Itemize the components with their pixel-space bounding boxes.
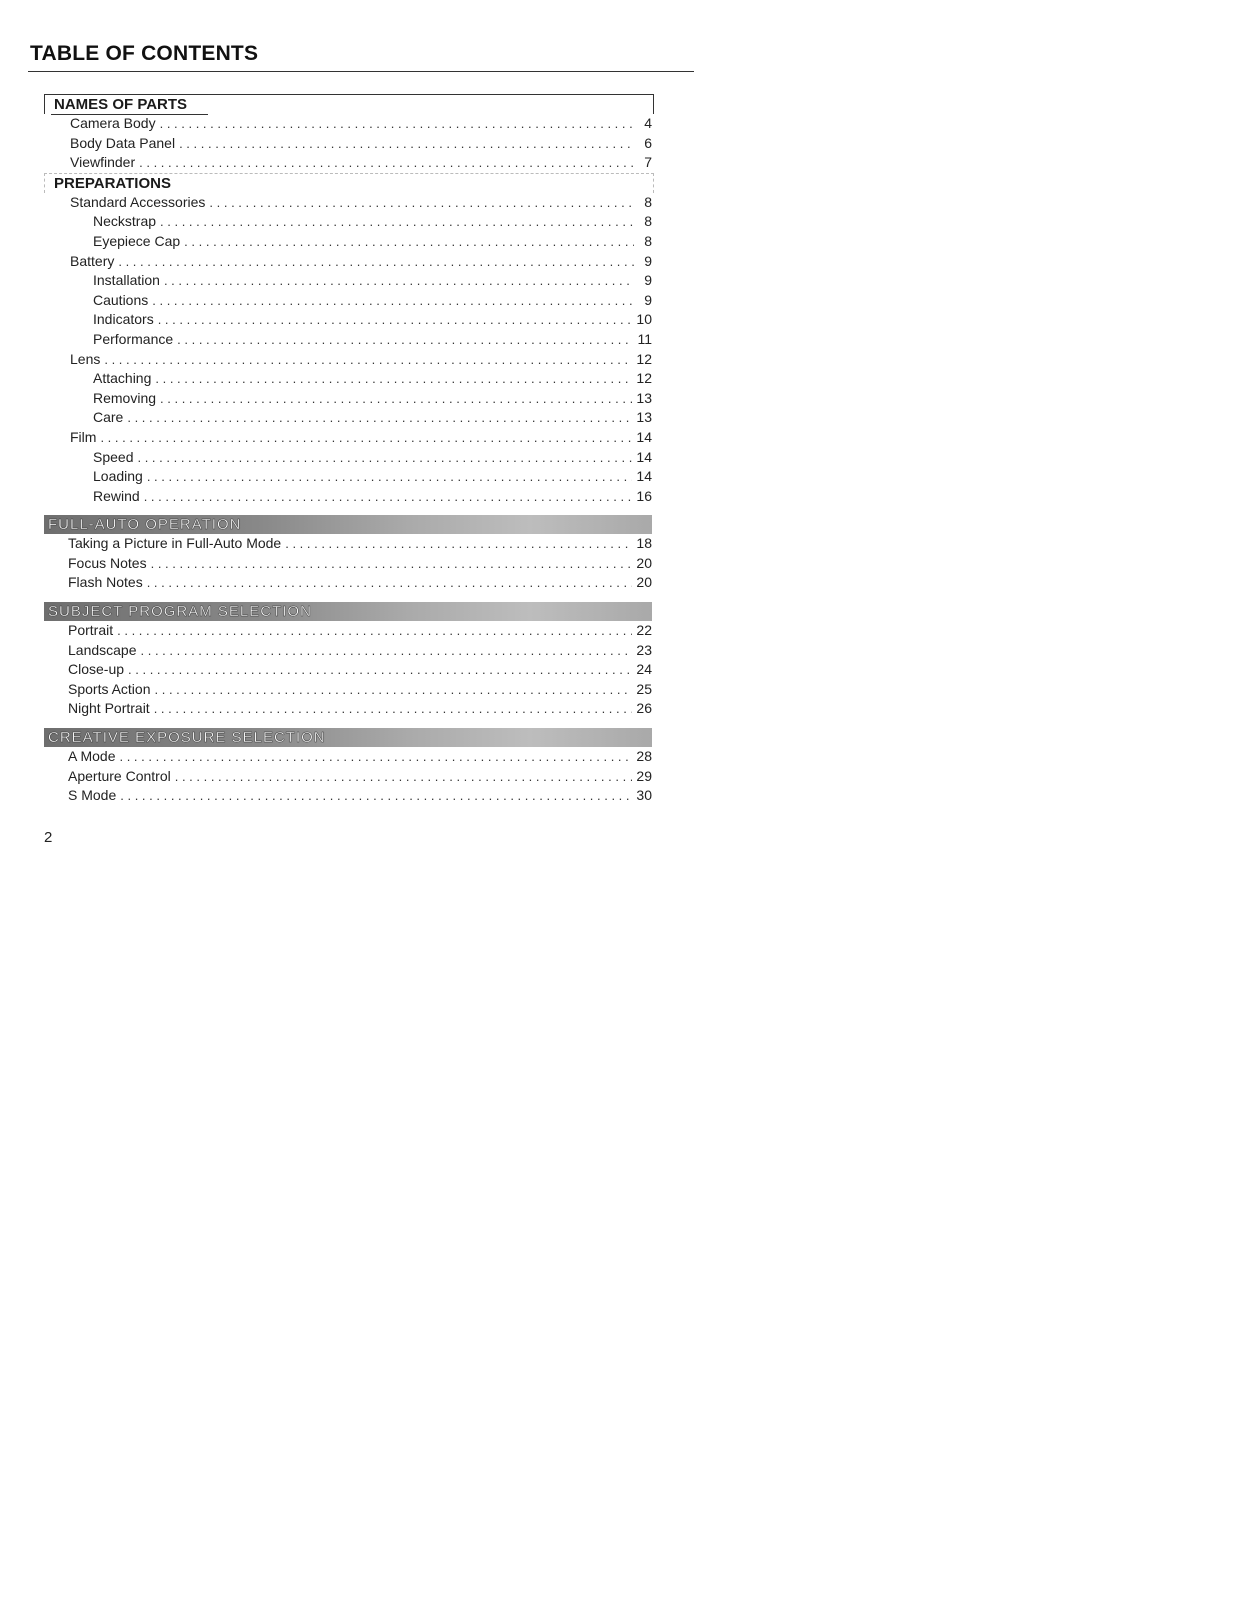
section-creative-exposure-selection: [44, 728, 652, 806]
entry-label: Landscape: [68, 641, 137, 658]
entry-page: 24: [636, 661, 652, 678]
toc-entry[interactable]: [44, 467, 652, 487]
toc-entry[interactable]: [44, 428, 652, 448]
entry-label: Focus Notes: [68, 554, 147, 571]
page-number: 2: [44, 829, 53, 846]
entry-label: Aperture Control: [68, 767, 171, 784]
entry-page: 26: [636, 700, 652, 717]
entry-label: Speed: [93, 448, 134, 465]
entry-page: 8: [644, 213, 652, 230]
section-full-auto-operation: [44, 515, 652, 593]
entry-label: Loading: [93, 468, 143, 485]
entry-page: 6: [644, 134, 652, 151]
toc-entry[interactable]: [44, 291, 652, 311]
entry-label: Viewfinder: [70, 154, 136, 171]
entry-label: Camera Body: [70, 115, 156, 131]
entry-label: Portrait: [68, 622, 114, 639]
table-of-contents: [44, 94, 652, 806]
entry-page: 18: [636, 535, 652, 552]
entry-label: Battery: [70, 252, 115, 269]
entry-label: Performance: [93, 330, 174, 347]
entry-page: 13: [636, 409, 652, 426]
section-heading-text: CREATIVE EXPOSURE SELECTION: [48, 729, 326, 747]
entry-label: Neckstrap: [93, 213, 157, 230]
toc-entry[interactable]: [44, 786, 652, 806]
toc-entry[interactable]: [44, 193, 652, 213]
entry-label: Sports Action: [68, 680, 151, 697]
section-heading: [44, 173, 654, 193]
entry-page: 22: [636, 622, 652, 639]
entry-page: 20: [636, 554, 652, 571]
toc-entry[interactable]: [44, 212, 652, 232]
entry-label: Taking a Picture in Full-Auto Mode: [68, 535, 282, 552]
entry-page: 14: [636, 448, 652, 465]
entry-label: Care: [93, 409, 124, 426]
entry-label: Indicators: [93, 311, 154, 328]
toc-entry[interactable]: [44, 621, 652, 641]
entry-page: 14: [636, 468, 652, 485]
toc-entry[interactable]: [44, 573, 652, 593]
toc-entry[interactable]: [44, 389, 652, 409]
section-heading-text: SUBJECT PROGRAM SELECTION: [48, 603, 312, 621]
entry-page: 9: [644, 272, 652, 289]
section-heading: [44, 515, 652, 534]
toc-entry[interactable]: [44, 534, 652, 554]
page-title: TABLE OF CONTENTS: [30, 42, 259, 65]
entry-page: 14: [636, 428, 652, 445]
section-heading-text: FULL-AUTO OPERATION: [48, 516, 242, 534]
toc-entry[interactable]: [44, 310, 652, 330]
toc-entry[interactable]: [44, 114, 652, 134]
entry-label: Installation: [93, 272, 160, 289]
entry-label: Lens: [70, 350, 101, 367]
entry-page: 4: [644, 115, 652, 131]
section-heading: [44, 94, 654, 114]
entry-page: 12: [636, 370, 652, 387]
toc-entry[interactable]: [44, 747, 652, 767]
toc-entry[interactable]: [44, 767, 652, 787]
entry-page: 8: [644, 232, 652, 249]
section-heading-text: PREPARATIONS: [54, 174, 171, 192]
entry-page: 8: [644, 193, 652, 210]
toc-entry[interactable]: [44, 330, 652, 350]
section-heading: [44, 728, 652, 747]
entry-label: Eyepiece Cap: [93, 232, 181, 249]
entry-page: 7: [644, 154, 652, 171]
entry-label: Rewind: [93, 487, 140, 504]
toc-entry[interactable]: [44, 134, 652, 154]
toc-entry[interactable]: [44, 369, 652, 389]
entry-page: 29: [636, 767, 652, 784]
entry-label: Body Data Panel: [70, 134, 176, 151]
toc-entry[interactable]: [44, 699, 652, 719]
entry-page: 9: [644, 252, 652, 269]
toc-entry[interactable]: [44, 252, 652, 272]
entry-label: S Mode: [68, 787, 117, 804]
title-rule: [28, 71, 694, 72]
section-preparations: [44, 173, 652, 507]
entry-page: 30: [636, 787, 652, 804]
entry-label: Flash Notes: [68, 574, 143, 591]
entry-page: 16: [636, 487, 652, 504]
entry-label: Night Portrait: [68, 700, 150, 717]
section-names-of-parts: [44, 94, 652, 173]
entry-label: Removing: [93, 389, 157, 406]
toc-entry[interactable]: [44, 487, 652, 507]
entry-page: 25: [636, 680, 652, 697]
section-heading: [44, 602, 652, 621]
entry-page: 10: [636, 311, 652, 328]
toc-entry[interactable]: [44, 641, 652, 661]
toc-entry[interactable]: [44, 554, 652, 574]
entry-page: 11: [637, 330, 652, 347]
toc-entry[interactable]: [44, 448, 652, 468]
entry-page: 23: [636, 641, 652, 658]
toc-entry[interactable]: [44, 271, 652, 291]
entry-page: 13: [636, 389, 652, 406]
entry-page: 28: [636, 748, 652, 765]
entry-label: Attaching: [93, 370, 152, 387]
entry-page: 9: [644, 291, 652, 308]
section-subject-program-selection: [44, 602, 652, 719]
toc-entry[interactable]: [44, 232, 652, 252]
toc-entry[interactable]: [44, 660, 652, 680]
entry-page: 20: [636, 574, 652, 591]
toc-entry[interactable]: [44, 350, 652, 370]
entry-page: 12: [636, 350, 652, 367]
entry-label: Cautions: [93, 291, 149, 308]
section-heading-text: NAMES OF PARTS: [54, 96, 188, 113]
toc-entry[interactable]: [44, 680, 652, 700]
toc-entry[interactable]: [44, 408, 652, 428]
entry-label: Close-up: [68, 661, 125, 678]
entry-label: Film: [70, 428, 97, 445]
entry-label: Standard Accessories: [70, 193, 206, 210]
toc-entry[interactable]: [44, 153, 652, 173]
entry-label: A Mode: [68, 748, 116, 765]
